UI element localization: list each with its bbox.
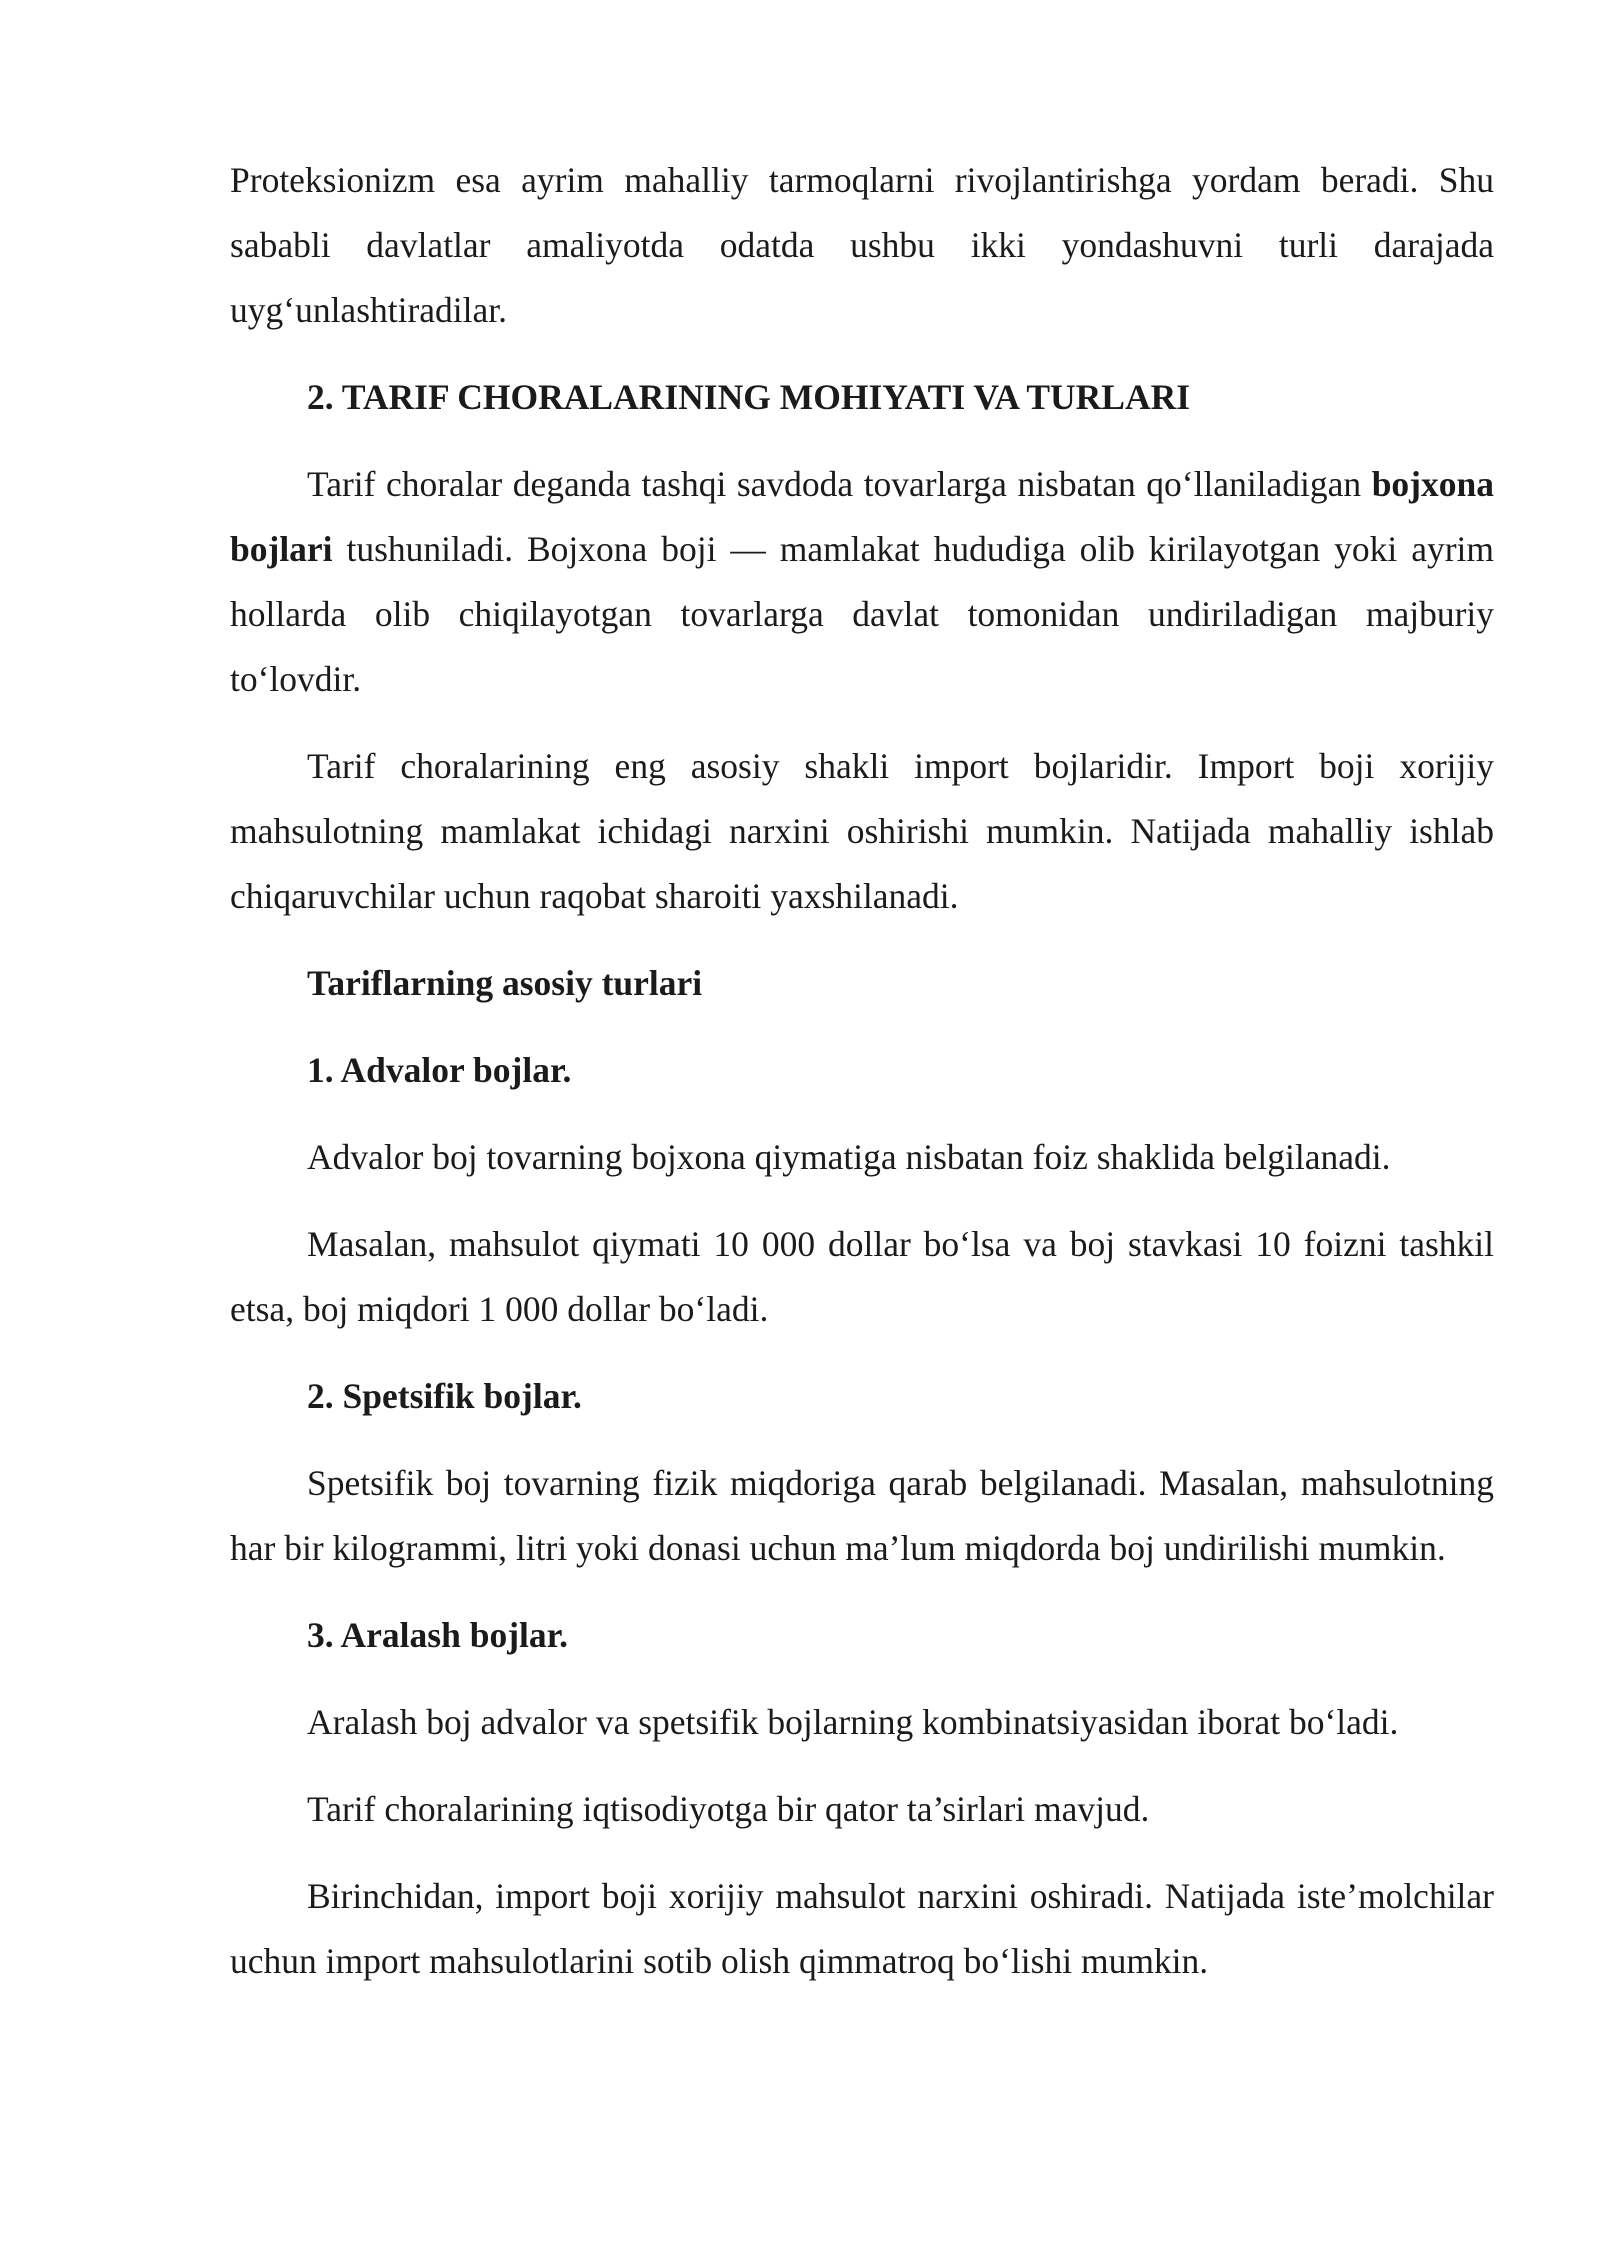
definition-text-start: Tarif choralar deganda tashqi savdoda tovarlarga nisbatan qo‘llaniladigan: [307, 464, 1372, 504]
paragraph-protectionism: Proteksionizm esa ayrim mahalliy tarmoqlarni rivojlantirishga yordam beradi. Shu sababli davlatlar amaliyotda odatda ushbu ikki yondashuvni turli darajada uyg‘unlashtiradilar.: [230, 160, 1494, 330]
paragraph-import-duties: Tarif choralarining eng asosiy shakli import bojlaridir. Import boji xorijiy mahsulotning mamlakat ichidagi narxini oshirishi mumkin. Natijada mahalliy ishlab chiqaruvchilar uchun raqobat sharoiti yaxshilanadi.: [230, 746, 1494, 916]
document-page: [230, 148, 1494, 2016]
definition-text-end: tushuniladi. Bojxona boji — mamlakat hududiga olib kirilayotgan yoki ayrim hollarda olib chiqilayotgan tovarlarga davlat tomonidan undiriladigan majburiy to‘lovdir.: [230, 529, 1494, 699]
item-mixed-title: 3. Aralash bojlar.: [307, 1615, 569, 1655]
definition-bold-term: bojxona bojlari: [230, 464, 1494, 569]
paragraph-tariff-definition: [230, 452, 1494, 712]
item-mixed-text: Aralash boj advalor va spetsifik bojlarning kombinatsiyasidan iborat bo‘ladi.: [307, 1702, 1399, 1742]
item-advalor-text: Advalor boj tovarning bojxona qiymatiga nisbatan foiz shaklida belgilanadi.: [307, 1137, 1391, 1177]
paragraph-first-effect: Birinchidan, import boji xorijiy mahsulot narxini oshiradi. Natijada iste’molchilar uchun import mahsulotlarini sotib olish qimmatroq bo‘lishi mumkin.: [230, 1876, 1494, 1981]
item-advalor-title: 1. Advalor bojlar.: [307, 1050, 572, 1090]
item-advalor-example: Masalan, mahsulot qiymati 10 000 dollar bo‘lsa va boj stavkasi 10 foizni tashkil etsa, boj miqdori 1 000 dollar bo‘ladi.: [230, 1224, 1494, 1329]
item-specific-text: Spetsifik boj tovarning fizik miqdoriga qarab belgilanadi. Masalan, mahsulotning har bir kilogrammi, litri yoki donasi uchun ma’lum miqdorda boj undirilishi mumkin.: [230, 1463, 1494, 1568]
section-heading: 2. TARIF CHORALARINING MOHIYATI VA TURLARI: [307, 377, 1191, 417]
subheading-tariff-types: Tariflarning asosiy turlari: [307, 963, 703, 1003]
paragraph-effects: Tarif choralarining iqtisodiyotga bir qator ta’sirlari mavjud.: [307, 1789, 1150, 1829]
item-specific-title: 2. Spetsifik bojlar.: [307, 1376, 582, 1416]
